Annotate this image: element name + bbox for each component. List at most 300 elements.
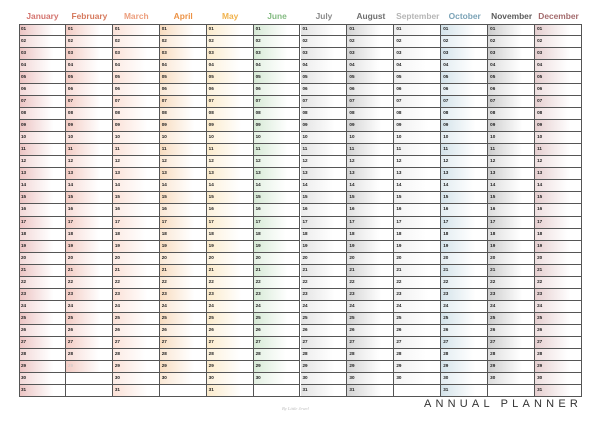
day-cell[interactable] (113, 36, 159, 48)
day-cell[interactable] (207, 337, 253, 349)
day-cell[interactable] (347, 96, 393, 108)
day-cell[interactable] (441, 361, 487, 373)
day-cell[interactable] (160, 48, 206, 60)
day-cell[interactable] (441, 144, 487, 156)
day-cell[interactable] (347, 241, 393, 253)
day-cell[interactable] (113, 313, 159, 325)
day-cell[interactable] (441, 373, 487, 385)
day-cell[interactable] (301, 96, 347, 108)
day-cell[interactable] (347, 385, 393, 397)
day-cell[interactable] (488, 277, 534, 289)
day-cell[interactable] (301, 72, 347, 84)
day-cell[interactable] (66, 156, 112, 168)
day-cell[interactable] (301, 349, 347, 361)
day-cell[interactable] (160, 241, 206, 253)
day-cell[interactable] (66, 265, 112, 277)
day-cell[interactable] (535, 60, 582, 72)
day-cell[interactable] (488, 289, 534, 301)
day-cell[interactable] (301, 144, 347, 156)
day-cell[interactable] (160, 72, 206, 84)
day-cell[interactable] (394, 289, 440, 301)
day-cell[interactable] (347, 60, 393, 72)
day-cell[interactable] (347, 204, 393, 216)
day-cell[interactable] (394, 349, 440, 361)
day-cell[interactable] (113, 349, 159, 361)
day-cell[interactable] (160, 84, 206, 96)
day-cell[interactable] (301, 217, 347, 229)
day-cell[interactable] (301, 36, 347, 48)
day-cell[interactable] (535, 204, 582, 216)
day-cell[interactable] (394, 144, 440, 156)
day-cell[interactable] (113, 96, 159, 108)
day-cell[interactable] (441, 265, 487, 277)
day-cell[interactable] (207, 108, 253, 120)
day-cell[interactable] (207, 24, 253, 36)
day-cell[interactable] (160, 385, 206, 397)
day-cell[interactable] (19, 72, 65, 84)
day-cell[interactable] (441, 72, 487, 84)
day-cell[interactable] (19, 277, 65, 289)
day-cell[interactable] (301, 60, 347, 72)
day-cell[interactable] (535, 144, 582, 156)
day-cell[interactable] (19, 36, 65, 48)
day-cell[interactable] (19, 361, 65, 373)
day-cell[interactable] (347, 217, 393, 229)
day-cell[interactable] (535, 277, 582, 289)
day-cell[interactable] (207, 204, 253, 216)
day-cell[interactable] (207, 96, 253, 108)
day-cell[interactable] (301, 180, 347, 192)
day-cell[interactable] (347, 253, 393, 265)
day-cell[interactable] (254, 373, 300, 385)
day-cell[interactable] (207, 277, 253, 289)
day-cell[interactable] (441, 229, 487, 241)
day-cell[interactable] (113, 301, 159, 313)
day-cell[interactable] (535, 192, 582, 204)
day-cell[interactable] (160, 180, 206, 192)
day-cell[interactable] (207, 241, 253, 253)
day-cell[interactable] (488, 241, 534, 253)
day-cell[interactable] (394, 277, 440, 289)
day-cell[interactable] (301, 325, 347, 337)
day-cell[interactable] (254, 96, 300, 108)
day-cell[interactable] (254, 289, 300, 301)
day-cell[interactable] (347, 24, 393, 36)
day-cell[interactable] (347, 337, 393, 349)
day-cell[interactable] (394, 253, 440, 265)
day-cell[interactable] (19, 156, 65, 168)
day-cell[interactable] (254, 385, 300, 397)
day-cell[interactable] (207, 229, 253, 241)
day-cell[interactable] (160, 144, 206, 156)
day-cell[interactable] (113, 289, 159, 301)
day-cell[interactable] (441, 204, 487, 216)
day-cell[interactable] (66, 289, 112, 301)
day-cell[interactable] (394, 60, 440, 72)
day-cell[interactable] (207, 84, 253, 96)
day-cell[interactable] (535, 180, 582, 192)
day-cell[interactable] (301, 192, 347, 204)
day-cell[interactable] (19, 313, 65, 325)
day-cell[interactable] (488, 36, 534, 48)
day-cell[interactable] (207, 313, 253, 325)
day-cell[interactable] (254, 241, 300, 253)
day-cell[interactable] (301, 229, 347, 241)
day-cell[interactable] (441, 24, 487, 36)
day-cell[interactable] (254, 60, 300, 72)
day-cell[interactable] (160, 277, 206, 289)
day-cell[interactable] (535, 72, 582, 84)
day-cell[interactable] (488, 325, 534, 337)
day-cell[interactable] (207, 301, 253, 313)
day-cell[interactable] (19, 60, 65, 72)
day-cell[interactable] (207, 120, 253, 132)
day-cell[interactable] (207, 253, 253, 265)
day-cell[interactable] (394, 36, 440, 48)
day-cell[interactable] (347, 301, 393, 313)
day-cell[interactable] (535, 325, 582, 337)
day-cell[interactable] (113, 24, 159, 36)
day-cell[interactable] (488, 144, 534, 156)
day-cell[interactable] (66, 36, 112, 48)
day-cell[interactable] (301, 108, 347, 120)
day-cell[interactable] (488, 156, 534, 168)
day-cell[interactable] (66, 313, 112, 325)
day-cell[interactable] (441, 289, 487, 301)
day-cell[interactable] (66, 60, 112, 72)
day-cell[interactable] (113, 229, 159, 241)
day-cell[interactable] (19, 108, 65, 120)
day-cell[interactable] (441, 48, 487, 60)
day-cell[interactable] (441, 168, 487, 180)
day-cell[interactable] (441, 156, 487, 168)
day-cell[interactable] (160, 192, 206, 204)
day-cell[interactable] (347, 229, 393, 241)
day-cell[interactable] (160, 132, 206, 144)
day-cell[interactable] (535, 48, 582, 60)
day-cell[interactable] (347, 289, 393, 301)
day-cell[interactable] (488, 253, 534, 265)
day-cell[interactable] (441, 180, 487, 192)
day-cell[interactable] (207, 132, 253, 144)
day-cell[interactable] (160, 361, 206, 373)
day-cell[interactable] (488, 337, 534, 349)
day-cell[interactable] (301, 385, 347, 397)
day-cell[interactable] (441, 132, 487, 144)
day-cell[interactable] (394, 24, 440, 36)
day-cell[interactable] (535, 385, 582, 397)
day-cell[interactable] (488, 180, 534, 192)
day-cell[interactable] (207, 156, 253, 168)
day-cell[interactable] (254, 180, 300, 192)
day-cell[interactable] (254, 337, 300, 349)
day-cell[interactable] (488, 72, 534, 84)
day-cell[interactable] (394, 385, 440, 397)
day-cell[interactable] (347, 84, 393, 96)
day-cell[interactable] (113, 337, 159, 349)
day-cell[interactable] (160, 373, 206, 385)
day-cell[interactable] (254, 132, 300, 144)
day-cell[interactable] (347, 168, 393, 180)
day-cell[interactable] (535, 229, 582, 241)
day-cell[interactable] (488, 48, 534, 60)
day-cell[interactable] (535, 96, 582, 108)
day-cell[interactable] (488, 373, 534, 385)
day-cell[interactable] (66, 204, 112, 216)
day-cell[interactable] (113, 192, 159, 204)
day-cell[interactable] (347, 265, 393, 277)
day-cell[interactable] (535, 265, 582, 277)
day-cell[interactable] (301, 253, 347, 265)
day-cell[interactable] (207, 36, 253, 48)
day-cell[interactable] (160, 301, 206, 313)
day-cell[interactable] (113, 361, 159, 373)
day-cell[interactable] (113, 60, 159, 72)
day-cell[interactable] (19, 325, 65, 337)
day-cell[interactable] (19, 120, 65, 132)
day-cell[interactable] (488, 217, 534, 229)
day-cell[interactable] (254, 168, 300, 180)
day-cell[interactable] (66, 132, 112, 144)
day-cell[interactable] (301, 24, 347, 36)
day-cell[interactable] (66, 349, 112, 361)
day-cell[interactable] (113, 253, 159, 265)
day-cell[interactable] (254, 120, 300, 132)
day-cell[interactable] (347, 156, 393, 168)
day-cell[interactable] (394, 241, 440, 253)
day-cell[interactable] (66, 301, 112, 313)
day-cell[interactable] (488, 108, 534, 120)
day-cell[interactable] (535, 156, 582, 168)
day-cell[interactable] (535, 361, 582, 373)
day-cell[interactable] (394, 84, 440, 96)
day-cell[interactable] (535, 120, 582, 132)
day-cell[interactable] (301, 156, 347, 168)
day-cell[interactable] (113, 325, 159, 337)
day-cell[interactable] (535, 84, 582, 96)
day-cell[interactable] (113, 72, 159, 84)
day-cell[interactable] (19, 337, 65, 349)
day-cell[interactable] (207, 349, 253, 361)
day-cell[interactable] (301, 277, 347, 289)
day-cell[interactable] (207, 361, 253, 373)
day-cell[interactable] (347, 325, 393, 337)
day-cell[interactable] (394, 265, 440, 277)
day-cell[interactable] (441, 325, 487, 337)
day-cell[interactable] (66, 24, 112, 36)
day-cell[interactable] (301, 84, 347, 96)
day-cell[interactable] (301, 301, 347, 313)
day-cell[interactable] (441, 120, 487, 132)
day-cell[interactable] (394, 108, 440, 120)
day-cell[interactable] (488, 120, 534, 132)
day-cell[interactable] (254, 156, 300, 168)
day-cell[interactable] (160, 253, 206, 265)
day-cell[interactable] (66, 108, 112, 120)
day-cell[interactable] (66, 373, 112, 385)
day-cell[interactable] (160, 289, 206, 301)
day-cell[interactable] (254, 204, 300, 216)
day-cell[interactable] (254, 72, 300, 84)
day-cell[interactable] (19, 48, 65, 60)
day-cell[interactable] (301, 132, 347, 144)
day-cell[interactable] (160, 337, 206, 349)
day-cell[interactable] (254, 277, 300, 289)
day-cell[interactable] (254, 229, 300, 241)
day-cell[interactable] (441, 313, 487, 325)
day-cell[interactable] (488, 361, 534, 373)
day-cell[interactable] (160, 168, 206, 180)
day-cell[interactable] (254, 36, 300, 48)
day-cell[interactable] (254, 313, 300, 325)
day-cell[interactable] (301, 265, 347, 277)
day-cell[interactable] (66, 241, 112, 253)
day-cell[interactable] (66, 96, 112, 108)
day-cell[interactable] (301, 48, 347, 60)
day-cell[interactable] (19, 241, 65, 253)
day-cell[interactable] (66, 361, 112, 373)
day-cell[interactable] (207, 144, 253, 156)
day-cell[interactable] (19, 24, 65, 36)
day-cell[interactable] (19, 204, 65, 216)
day-cell[interactable] (301, 361, 347, 373)
day-cell[interactable] (19, 289, 65, 301)
day-cell[interactable] (113, 84, 159, 96)
day-cell[interactable] (254, 144, 300, 156)
day-cell[interactable] (160, 204, 206, 216)
day-cell[interactable] (66, 253, 112, 265)
day-cell[interactable] (254, 253, 300, 265)
day-cell[interactable] (394, 337, 440, 349)
day-cell[interactable] (535, 301, 582, 313)
day-cell[interactable] (207, 48, 253, 60)
day-cell[interactable] (488, 84, 534, 96)
day-cell[interactable] (113, 144, 159, 156)
day-cell[interactable] (441, 385, 487, 397)
day-cell[interactable] (19, 349, 65, 361)
day-cell[interactable] (113, 241, 159, 253)
day-cell[interactable] (347, 48, 393, 60)
day-cell[interactable] (19, 180, 65, 192)
day-cell[interactable] (66, 192, 112, 204)
day-cell[interactable] (160, 96, 206, 108)
day-cell[interactable] (394, 229, 440, 241)
day-cell[interactable] (488, 96, 534, 108)
day-cell[interactable] (160, 108, 206, 120)
day-cell[interactable] (160, 313, 206, 325)
day-cell[interactable] (394, 132, 440, 144)
day-cell[interactable] (254, 265, 300, 277)
day-cell[interactable] (160, 60, 206, 72)
day-cell[interactable] (347, 349, 393, 361)
day-cell[interactable] (113, 373, 159, 385)
day-cell[interactable] (394, 156, 440, 168)
day-cell[interactable] (19, 168, 65, 180)
day-cell[interactable] (19, 192, 65, 204)
day-cell[interactable] (441, 349, 487, 361)
day-cell[interactable] (66, 84, 112, 96)
day-cell[interactable] (254, 48, 300, 60)
day-cell[interactable] (347, 120, 393, 132)
day-cell[interactable] (347, 373, 393, 385)
day-cell[interactable] (488, 385, 534, 397)
day-cell[interactable] (254, 325, 300, 337)
day-cell[interactable] (113, 156, 159, 168)
day-cell[interactable] (441, 192, 487, 204)
day-cell[interactable] (441, 36, 487, 48)
day-cell[interactable] (347, 144, 393, 156)
day-cell[interactable] (254, 349, 300, 361)
day-cell[interactable] (160, 265, 206, 277)
day-cell[interactable] (113, 120, 159, 132)
day-cell[interactable] (441, 60, 487, 72)
day-cell[interactable] (207, 180, 253, 192)
day-cell[interactable] (207, 192, 253, 204)
day-cell[interactable] (66, 180, 112, 192)
day-cell[interactable] (160, 229, 206, 241)
day-cell[interactable] (394, 325, 440, 337)
day-cell[interactable] (113, 204, 159, 216)
day-cell[interactable] (535, 373, 582, 385)
day-cell[interactable] (394, 120, 440, 132)
day-cell[interactable] (394, 72, 440, 84)
day-cell[interactable] (19, 229, 65, 241)
day-cell[interactable] (301, 289, 347, 301)
day-cell[interactable] (19, 301, 65, 313)
day-cell[interactable] (394, 217, 440, 229)
day-cell[interactable] (66, 168, 112, 180)
day-cell[interactable] (488, 192, 534, 204)
day-cell[interactable] (19, 385, 65, 397)
day-cell[interactable] (160, 120, 206, 132)
day-cell[interactable] (488, 60, 534, 72)
day-cell[interactable] (113, 180, 159, 192)
day-cell[interactable] (535, 108, 582, 120)
day-cell[interactable] (207, 60, 253, 72)
day-cell[interactable] (347, 108, 393, 120)
day-cell[interactable] (66, 229, 112, 241)
day-cell[interactable] (19, 144, 65, 156)
day-cell[interactable] (441, 217, 487, 229)
day-cell[interactable] (19, 373, 65, 385)
day-cell[interactable] (441, 301, 487, 313)
day-cell[interactable] (441, 108, 487, 120)
day-cell[interactable] (301, 241, 347, 253)
day-cell[interactable] (113, 48, 159, 60)
day-cell[interactable] (535, 217, 582, 229)
day-cell[interactable] (207, 72, 253, 84)
day-cell[interactable] (535, 337, 582, 349)
day-cell[interactable] (535, 253, 582, 265)
day-cell[interactable] (19, 96, 65, 108)
day-cell[interactable] (347, 192, 393, 204)
day-cell[interactable] (66, 337, 112, 349)
day-cell[interactable] (394, 373, 440, 385)
day-cell[interactable] (207, 217, 253, 229)
day-cell[interactable] (394, 48, 440, 60)
day-cell[interactable] (254, 24, 300, 36)
day-cell[interactable] (19, 84, 65, 96)
day-cell[interactable] (66, 144, 112, 156)
day-cell[interactable] (207, 265, 253, 277)
day-cell[interactable] (347, 180, 393, 192)
day-cell[interactable] (301, 204, 347, 216)
day-cell[interactable] (301, 313, 347, 325)
day-cell[interactable] (535, 168, 582, 180)
day-cell[interactable] (160, 36, 206, 48)
day-cell[interactable] (207, 325, 253, 337)
day-cell[interactable] (160, 349, 206, 361)
